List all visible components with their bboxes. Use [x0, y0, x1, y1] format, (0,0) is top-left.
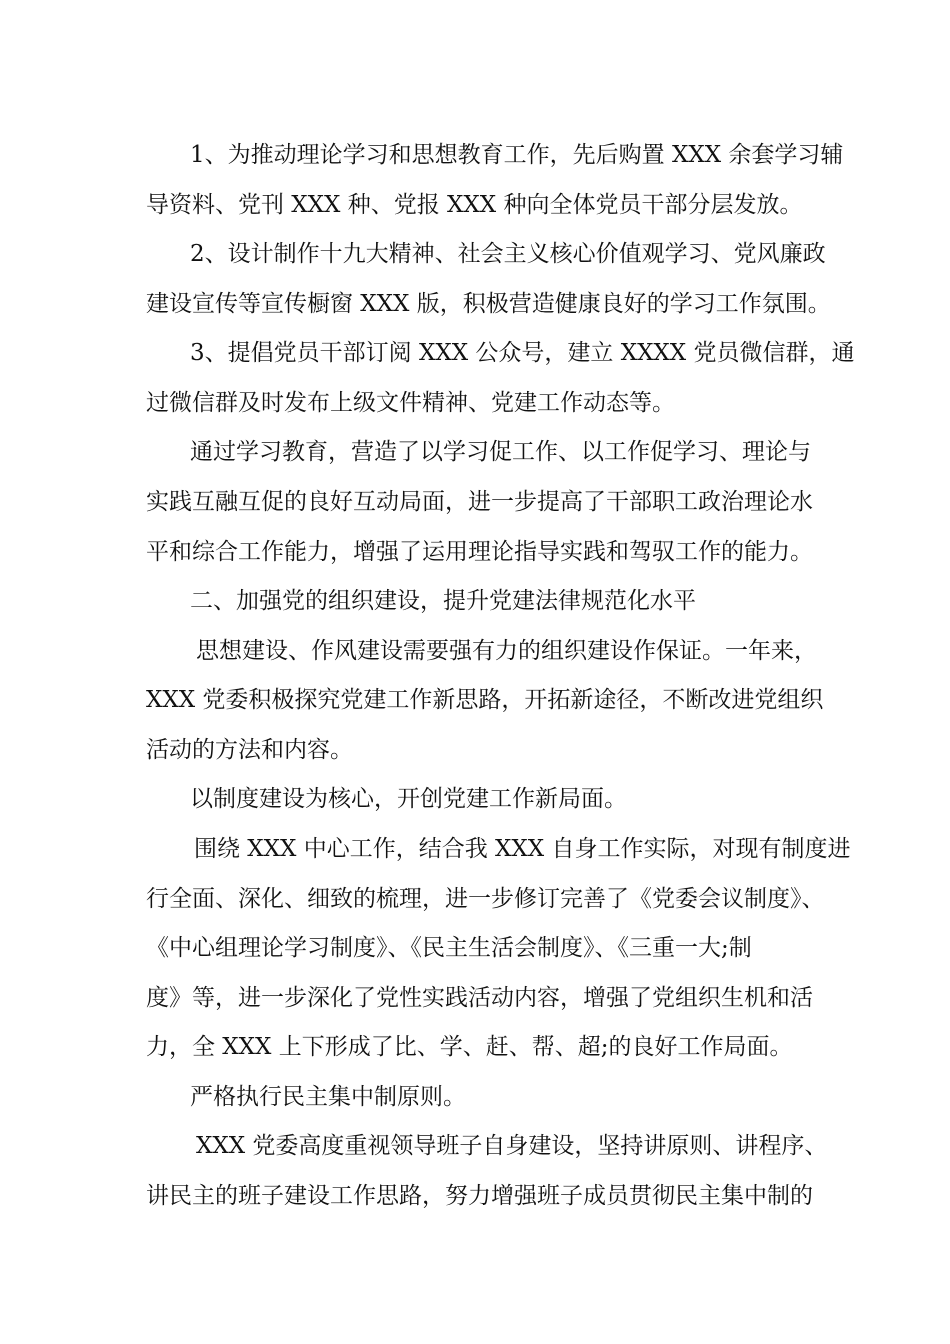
text-line: XXX 党委积极探究党建工作新思路，开拓新途径，不断改进党组织 [146, 687, 824, 713]
text-line: 度》等，进一步深化了党性实践活动内容，增强了党组织生机和活 [146, 985, 813, 1011]
text-line: XXX 党委高度重视领导班子自身建设，坚持讲原则、讲程序、 [196, 1133, 828, 1159]
text-line: 建设宣传等宣传橱窗 XXX 版，积极营造健康良好的学习工作氛围。 [146, 291, 831, 317]
text-line: 导资料、党刊 XXX 种、党报 XXX 种向全体党员干部分层发放。 [146, 192, 803, 218]
text-line: 3、提倡党员干部订阅 XXX 公众号，建立 XXXX 党员微信群，通 [190, 340, 855, 366]
text-line: 过微信群及时发布上级文件精神、党建工作动态等。 [146, 390, 675, 416]
text-line: 《中心组理论学习制度》、《民主生活会制度》、《三重一大;制 [146, 935, 752, 961]
section-heading: 二、加强党的组织建设，提升党建法律规范化水平 [190, 588, 696, 614]
text-line: 围绕 XXX 中心工作，结合我 XXX 自身工作实际，对现有制度进 [194, 836, 851, 862]
text-line: 2、设计制作十九大精神、社会主义核心价值观学习、党风廉政 [190, 241, 826, 267]
text-line: 讲民主的班子建设工作思路，努力增强班子成员贯彻民主集中制的 [146, 1183, 813, 1209]
subheading-line: 以制度建设为核心，开创党建工作新局面。 [190, 786, 627, 812]
text-line: 1、为推动理论学习和思想教育工作，先后购置 XXX 余套学习辅 [190, 142, 844, 168]
text-line: 平和综合工作能力，增强了运用理论指导实践和驾驭工作的能力。 [146, 539, 813, 565]
text-line: 活动的方法和内容。 [146, 737, 353, 763]
subheading-line: 严格执行民主集中制原则。 [190, 1084, 466, 1110]
text-line: 通过学习教育，营造了以学习促工作、以工作促学习、理论与 [190, 439, 811, 465]
text-line: 实践互融互促的良好互动局面，进一步提高了干部职工政治理论水 [146, 489, 813, 515]
text-line: 力，全 XXX 上下形成了比、学、赶、帮、超;的良好工作局面。 [146, 1034, 793, 1060]
text-line: 思想建设、作风建设需要强有力的组织建设作保证。一年来， [196, 638, 817, 664]
text-line: 行全面、深化、细致的梳理，进一步修订完善了《党委会议制度》、 [146, 886, 825, 912]
